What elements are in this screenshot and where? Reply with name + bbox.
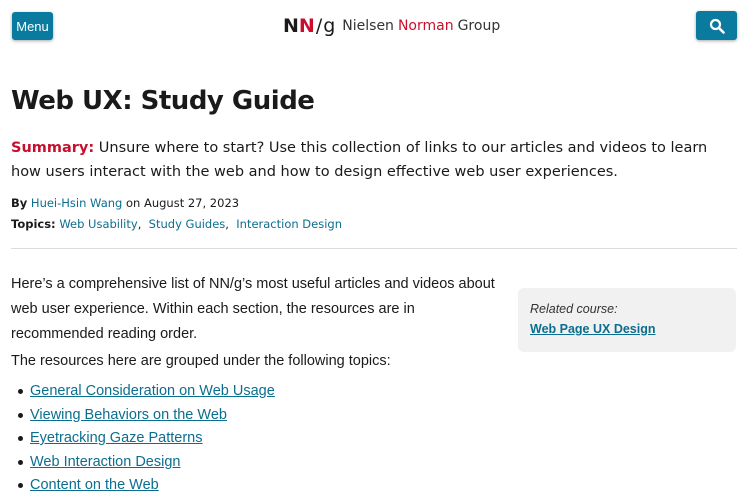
topics-label: Topics: — [11, 217, 56, 231]
grouped-topics-text: The resources here are grouped under the following topics: — [11, 353, 391, 369]
topic-link-web-usability[interactable]: Web Usability — [59, 217, 138, 231]
list-item — [11, 404, 275, 428]
summary-label: Summary: — [11, 140, 95, 156]
page-title: Web UX: Study Guide — [11, 86, 315, 116]
topic-list — [11, 380, 275, 498]
byline — [11, 196, 239, 210]
topic-anchor-interaction-design[interactable]: Web Interaction Design — [30, 453, 181, 470]
logo-word-nielsen: Nielsen — [342, 18, 394, 34]
nng-logo[interactable] — [283, 14, 500, 38]
logo-n2: N — [298, 15, 315, 37]
summary-text: Unsure where to start? Use this collection of links to our articles and videos to learn how users interact with the web and how to design effective web user experiences. — [11, 140, 708, 180]
header-divider — [11, 248, 737, 249]
list-item — [11, 427, 275, 451]
logo-slash: / — [315, 15, 323, 37]
related-course-box — [518, 288, 736, 352]
logo-mark — [283, 15, 335, 37]
topic-link-interaction-design[interactable]: Interaction Design — [236, 217, 343, 231]
site-header — [0, 0, 750, 56]
topic-link-study-guides[interactable]: Study Guides — [148, 217, 226, 231]
author-link[interactable]: Huei-Hsin Wang — [30, 196, 123, 210]
publish-date: on August 27, 2023 — [125, 196, 240, 210]
list-item — [11, 380, 275, 404]
search-button[interactable] — [696, 11, 737, 40]
logo-wordmark — [342, 18, 500, 34]
topics-line: Topics: Web Usability, Study Guides, Interaction Design — [11, 217, 343, 231]
logo-n1: N — [283, 15, 299, 37]
menu-button[interactable]: Menu — [12, 12, 53, 40]
byline-by: By — [11, 196, 28, 210]
article-summary — [11, 136, 736, 184]
logo-g: g — [323, 15, 336, 37]
list-item — [11, 474, 275, 498]
list-item — [11, 451, 275, 475]
related-course-label: Related course: — [530, 302, 618, 316]
related-course-link[interactable]: Web Page UX Design — [530, 322, 656, 336]
intro-paragraph: Here’s a comprehensive list of NN/g’s most useful articles and videos about web user experience. Within each section, the resources are in recommended reading order. — [11, 276, 495, 342]
topic-anchor-eyetracking[interactable]: Eyetracking Gaze Patterns — [30, 430, 203, 446]
search-icon — [709, 18, 725, 34]
topic-anchor-general-consideration[interactable]: General Consideration on Web Usage — [30, 383, 275, 399]
topic-anchor-content[interactable]: Content on the Web — [30, 477, 159, 493]
logo-word-group: Group — [457, 18, 501, 34]
logo-word-norman: Norman — [397, 18, 454, 34]
topic-anchor-viewing-behaviors[interactable]: Viewing Behaviors on the Web — [30, 406, 227, 423]
